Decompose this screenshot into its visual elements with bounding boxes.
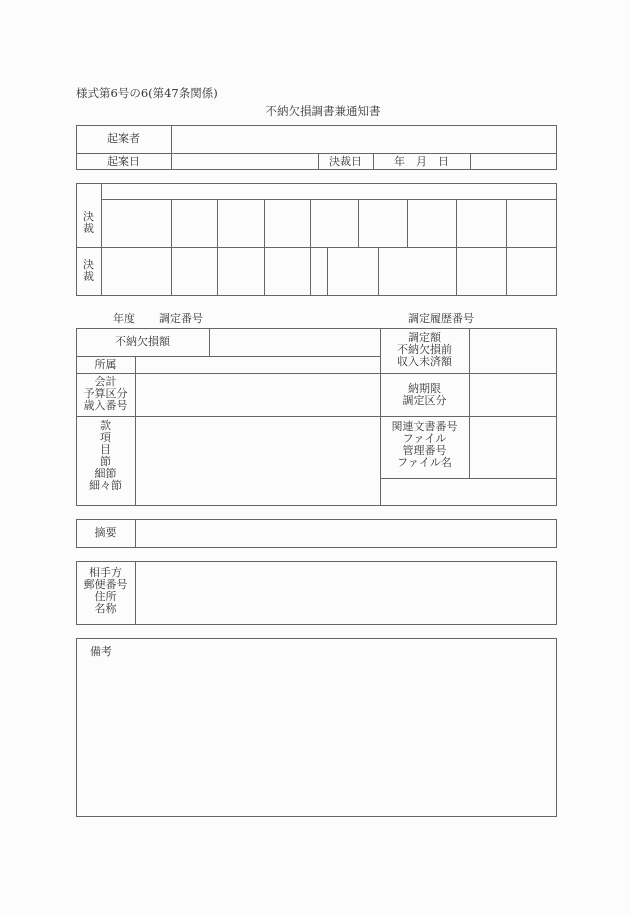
- decision-date-field[interactable]: 年 月 日: [394, 155, 449, 168]
- document-title: 不納欠損調書兼通知書: [265, 104, 381, 118]
- budget-items-label: 款 項 目 節 細節 細々節: [89, 419, 122, 492]
- draft-date-label: 起案日: [107, 155, 140, 168]
- writeoff-amount-field[interactable]: [210, 329, 380, 356]
- summary-field[interactable]: [136, 520, 556, 547]
- due-date-label: 納期限 調定区分: [402, 382, 447, 407]
- approval-stamp-cell[interactable]: [102, 200, 171, 247]
- fiscal-year-label: 年度: [113, 312, 135, 325]
- counterparty-label: 相手方 郵便番号 住所 名称: [83, 566, 128, 615]
- assessed-amount-label: 調定額 不納欠損前 収入未済額: [397, 331, 452, 368]
- approval-row1-label: 決 裁: [83, 210, 94, 235]
- remarks-field[interactable]: [77, 660, 556, 816]
- department-label: 所属: [94, 358, 117, 371]
- file-name-field[interactable]: [381, 479, 556, 505]
- approval-stamp-cell[interactable]: [102, 248, 171, 295]
- form-number: 様式第6号の6(第47条関係): [76, 86, 218, 100]
- approval-row2-label: 決 裁: [83, 258, 94, 283]
- budget-items-field[interactable]: [136, 417, 380, 505]
- counterparty-field[interactable]: [136, 562, 556, 624]
- drafter-field[interactable]: [172, 126, 556, 153]
- assessed-amount-field[interactable]: [470, 329, 556, 373]
- draft-date-field[interactable]: [172, 154, 318, 169]
- writeoff-amount-label: 不納欠損額: [115, 335, 170, 348]
- related-doc-label: 関連文書番号 ファイル 管理番号 ファイル名: [391, 420, 458, 469]
- summary-label: 摘要: [94, 526, 117, 539]
- remarks-label: 備考: [90, 645, 112, 658]
- related-doc-field[interactable]: [470, 417, 556, 478]
- drafter-label: 起案者: [107, 132, 140, 145]
- department-field[interactable]: [136, 357, 380, 373]
- approval-header-cell[interactable]: [102, 184, 556, 199]
- assessment-number-label: 調定番号: [159, 312, 203, 325]
- decision-date-label: 決裁日: [329, 155, 362, 168]
- due-date-field[interactable]: [470, 374, 556, 416]
- account-field[interactable]: [136, 374, 380, 416]
- extra-field[interactable]: [471, 154, 556, 169]
- assessment-history-label: 調定履歴番号: [408, 312, 474, 325]
- account-label: 会計 予算区分 歳入番号: [83, 375, 128, 412]
